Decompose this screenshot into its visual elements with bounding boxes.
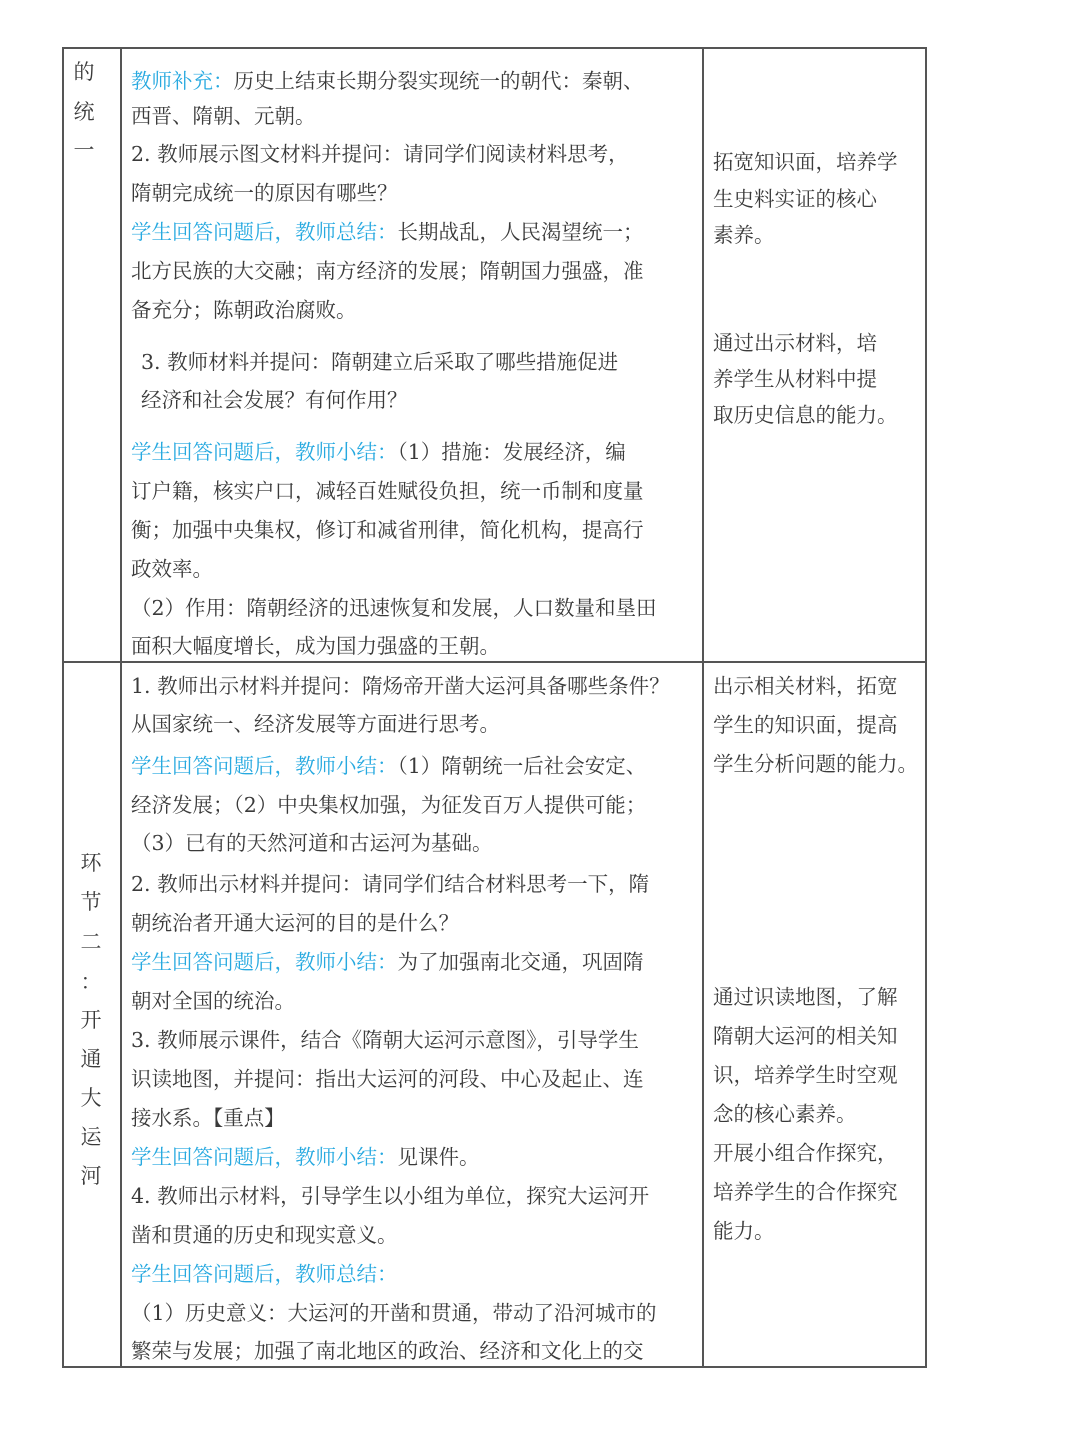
line-text: 衡；加强中央集权，修订和减省刑律，简化机构，提高行	[131, 518, 644, 542]
process-line	[131, 296, 357, 324]
intent-line: 通过出示材料，培	[713, 331, 877, 355]
intent-line: 培养学生的合作探究	[713, 1180, 898, 1204]
intent-line: 通过识读地图，了解	[713, 985, 898, 1009]
line-text: 2. 教师出示材料并提问：请同学们结合材料思考一下，隋	[131, 872, 650, 896]
line-text: 凿和贯通的历史和现实意义。	[131, 1223, 398, 1247]
table-bottom-border	[62, 1366, 927, 1368]
process-line	[131, 438, 626, 466]
intent-line: 生史料实证的核心	[713, 187, 877, 211]
line-text: （1）隋朝统一后社会安定、	[397, 754, 647, 778]
process-line	[131, 791, 646, 819]
line-text: 3. 教师展示课件，结合《隋朝大运河示意图》，引导学生	[131, 1028, 639, 1052]
process-line	[131, 1299, 657, 1327]
line-text: 朝对全国的统治。	[131, 989, 295, 1013]
process-line	[131, 1143, 480, 1171]
line-text: 见课件。	[397, 1145, 480, 1169]
intent-line: 学生分析问题的能力。	[713, 752, 918, 776]
process-line	[131, 218, 644, 246]
process-line	[131, 1337, 644, 1365]
process-line	[131, 710, 500, 738]
highlight-label: 学生回答问题后，教师总结：	[131, 220, 398, 244]
line-text: 经济和社会发展？有何作用？	[141, 388, 408, 412]
line-text: 1. 教师出示材料并提问：隋炀帝开凿大运河具备哪些条件？	[131, 674, 670, 698]
line-text: 经济发展；（2）中央集权加强，为征发百万人提供可能；	[131, 793, 647, 817]
line-text: 隋朝完成统一的原因有哪些？	[131, 181, 398, 205]
section-char: 河	[80, 1164, 102, 1188]
process-line	[131, 1221, 398, 1249]
process-line	[131, 179, 398, 207]
section-char: 开	[80, 1008, 102, 1032]
line-text: 朝统治者开通大运河的目的是什么？	[131, 911, 459, 935]
table-right-border	[925, 47, 927, 1368]
line-text: 北方民族的大交融；南方经济的发展；隋朝国力强盛，准	[131, 259, 644, 283]
line-text: 3. 教师材料并提问：隋朝建立后采取了哪些措施促进	[141, 350, 619, 374]
process-line	[131, 1182, 649, 1210]
process-line	[131, 1065, 644, 1093]
process-line	[131, 102, 316, 130]
process-line	[131, 1260, 398, 1288]
section-char: 通	[80, 1047, 102, 1071]
intent-line: 拓宽知识面，培养学	[713, 150, 898, 174]
intent-line: 出示相关材料，拓宽	[713, 674, 898, 698]
process-line	[131, 948, 644, 976]
process-line	[131, 516, 644, 544]
line-text: 政效率。	[131, 557, 213, 581]
section-char: 运	[80, 1125, 102, 1149]
line-text: 面积大幅度增长，成为国力强盛的王朝。	[131, 634, 500, 658]
highlight-label: 学生回答问题后，教师小结：	[131, 754, 398, 778]
line-text: 备充分；陈朝政治腐败。	[131, 298, 357, 322]
intent-line: 识，培养学生时空观	[713, 1063, 898, 1087]
section-char: 的	[73, 60, 95, 84]
process-line	[131, 752, 646, 780]
line-text: 长期战乱，人民渴望统一；	[397, 220, 644, 244]
process-line	[131, 477, 644, 505]
line-text: 西晋、隋朝、元朝。	[131, 104, 316, 128]
section-char: 环	[80, 851, 102, 875]
section-char: 节	[80, 890, 102, 914]
line-text: （1）历史意义：大运河的开凿和贯通，带动了沿河城市的	[131, 1301, 657, 1325]
intent-line: 念的核心素养。	[713, 1102, 857, 1126]
process-line	[141, 348, 618, 376]
line-text: （2）作用：隋朝经济的迅速恢复和发展，人口数量和垦田	[131, 596, 657, 620]
section-char: ：	[80, 970, 102, 994]
highlight-label: 学生回答问题后，教师小结：	[131, 950, 398, 974]
line-text: 从国家统一、经济发展等方面进行思考。	[131, 712, 500, 736]
section-char: 大	[80, 1086, 102, 1110]
line-text: 4. 教师出示材料，引导学生以小组为单位，探究大运河开	[131, 1184, 650, 1208]
process-line	[131, 672, 670, 700]
process-line	[131, 140, 629, 168]
table-top-border	[62, 47, 927, 49]
process-line	[131, 1026, 639, 1054]
line-text: 订户籍，核实户口，减轻百姓赋役负担，统一币制和度量	[131, 479, 644, 503]
process-line	[131, 1104, 285, 1132]
table-left-border	[62, 47, 64, 1368]
process-line	[131, 257, 644, 285]
process-line	[131, 987, 295, 1015]
highlight-label: 学生回答问题后，教师小结：	[131, 1145, 398, 1169]
intent-line: 能力。	[713, 1219, 775, 1243]
highlight-label: 学生回答问题后，教师小结：	[131, 440, 398, 464]
line-text: （1）措施：发展经济，编	[397, 440, 626, 464]
intent-line: 隋朝大运河的相关知	[713, 1024, 898, 1048]
line-text: 为了加强南北交通，巩固隋	[397, 950, 644, 974]
line-text: 繁荣与发展；加强了南北地区的政治、经济和文化上的交	[131, 1339, 644, 1363]
process-line	[131, 555, 213, 583]
highlight-label: 学生回答问题后，教师总结：	[131, 1262, 398, 1286]
section-char: 统	[73, 100, 95, 124]
process-line	[131, 909, 459, 937]
line-text: 历史上结束长期分裂实现统一的朝代：秦朝、	[233, 69, 644, 93]
process-line	[131, 67, 644, 95]
highlight-label: 教师补充：	[131, 69, 234, 93]
process-line	[131, 594, 657, 622]
process-line	[131, 870, 649, 898]
intent-line: 养学生从材料中提	[713, 367, 877, 391]
row-divider	[62, 661, 927, 663]
process-line	[141, 386, 408, 414]
line-text: 2. 教师展示图文材料并提问：请同学们阅读材料思考，	[131, 142, 629, 166]
line-text: 识读地图，并提问：指出大运河的河段、中心及起止、连	[131, 1067, 644, 1091]
process-line	[131, 829, 493, 857]
intent-line: 开展小组合作探究，	[713, 1141, 898, 1165]
section-char: 二	[80, 930, 102, 954]
process-line	[131, 632, 500, 660]
col-divider-1	[120, 47, 122, 1368]
intent-line: 素养。	[713, 223, 775, 247]
line-text: （3）已有的天然河道和古运河为基础。	[131, 831, 493, 855]
section-char: 一	[73, 138, 95, 162]
col-divider-2	[702, 47, 704, 1368]
intent-line: 取历史信息的能力。	[713, 403, 898, 427]
line-text: 接水系。【重点】	[131, 1106, 285, 1130]
intent-line: 学生的知识面，提高	[713, 713, 898, 737]
